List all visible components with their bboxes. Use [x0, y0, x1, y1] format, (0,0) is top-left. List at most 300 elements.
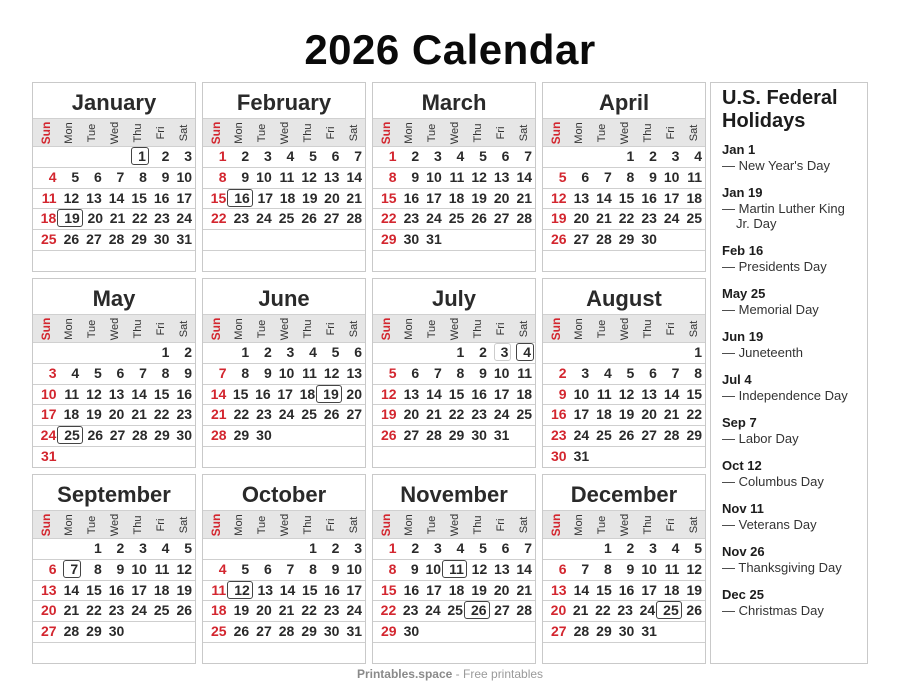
day-number: 13 — [323, 168, 340, 185]
day-cell — [35, 251, 58, 272]
day-number: 8 — [218, 168, 227, 185]
day-cell — [295, 426, 318, 446]
day-cell — [590, 539, 613, 559]
holiday-date: Nov 26 — [722, 544, 765, 559]
holiday-day-cell — [125, 147, 148, 167]
day-cell — [510, 147, 533, 167]
month-name: June — [258, 286, 310, 311]
day-cell — [205, 405, 228, 425]
day-number: 2 — [116, 540, 125, 556]
holiday-name — [722, 603, 859, 618]
day-number: 29 — [301, 623, 317, 640]
day-number: 16 — [551, 406, 567, 423]
day-name-mon — [58, 119, 81, 146]
day-name-mon — [568, 315, 591, 342]
day-number: 17 — [41, 406, 57, 423]
day-number: 9 — [479, 364, 487, 381]
day-cell — [250, 622, 273, 642]
day-of-week-header — [33, 314, 195, 343]
day-cell — [568, 426, 591, 446]
day-cell — [510, 581, 533, 601]
day-name-label: Tue — [596, 515, 609, 534]
day-name-label: Wed — [109, 121, 121, 144]
holiday-list — [722, 142, 859, 618]
day-cell — [205, 385, 227, 405]
day-name-mon — [568, 119, 591, 146]
holiday-name — [722, 474, 859, 489]
day-cell — [340, 364, 363, 384]
week-row — [543, 581, 705, 602]
holiday-day-cell — [58, 560, 81, 580]
week-row — [543, 251, 705, 272]
week-row — [203, 581, 365, 602]
day-number: 11 — [517, 364, 533, 381]
day-cell — [205, 147, 228, 167]
day-name-sat — [682, 315, 705, 342]
day-number: 27 — [493, 210, 510, 227]
day-number: 14 — [663, 385, 680, 402]
day-cell — [80, 601, 103, 621]
day-name-label: Sun — [209, 121, 224, 144]
day-number: 18 — [516, 385, 533, 402]
day-cell — [590, 209, 613, 229]
day-cell — [613, 560, 636, 580]
holiday-date: Jan 19 — [722, 185, 763, 200]
day-cell — [635, 385, 658, 405]
day-name-label: Thu — [471, 515, 484, 534]
day-name-label: Wed — [449, 317, 461, 340]
month-march — [372, 82, 536, 272]
day-name-wed — [274, 511, 297, 538]
day-name-mon — [398, 119, 421, 146]
day-cell — [35, 168, 58, 188]
day-cell — [420, 230, 443, 250]
day-number: 4 — [456, 148, 465, 164]
day-cell — [589, 601, 611, 621]
day-cell — [35, 447, 58, 468]
day-name-label: Sun — [379, 513, 394, 536]
day-number: 5 — [93, 364, 102, 381]
week-row — [203, 147, 365, 168]
day-cell — [590, 168, 613, 188]
day-cell — [568, 560, 591, 580]
day-cell — [488, 251, 511, 272]
day-cell — [170, 405, 193, 425]
day-of-week-header — [373, 314, 535, 343]
day-cell — [613, 209, 636, 229]
day-cell — [375, 168, 398, 188]
day-number: 25 — [686, 210, 703, 227]
day-cell — [635, 343, 658, 363]
day-number: 27 — [573, 231, 590, 248]
day-name-label: Tue — [426, 123, 439, 142]
day-cell — [568, 405, 591, 425]
day-cell — [58, 385, 81, 405]
day-number: 30 — [108, 623, 125, 640]
day-cell — [488, 209, 511, 229]
day-cell — [442, 601, 464, 621]
day-cell — [375, 343, 398, 363]
holiday-item — [722, 415, 859, 446]
day-number: 11 — [596, 385, 612, 402]
day-cell — [272, 385, 294, 405]
day-cell — [170, 581, 193, 601]
day-cell — [126, 426, 148, 446]
day-cell — [103, 601, 126, 621]
day-cell — [228, 622, 251, 642]
day-cell — [80, 539, 103, 559]
day-number: 9 — [161, 168, 170, 185]
day-number: 1 — [93, 540, 102, 556]
day-cell — [318, 168, 341, 188]
week-row — [543, 385, 705, 406]
day-name-label: Sun — [39, 317, 54, 340]
day-name-sat — [682, 119, 705, 146]
holiday-name-text: — Veterans Day — [722, 517, 817, 532]
day-number: 12 — [551, 189, 567, 206]
day-cell — [252, 581, 274, 601]
week-row — [33, 622, 195, 643]
day-cell — [510, 405, 533, 425]
day-cell — [80, 385, 103, 405]
day-cell — [397, 601, 419, 621]
week-row — [203, 343, 365, 364]
day-cell — [488, 622, 511, 642]
day-of-week-header — [543, 510, 705, 539]
day-cell — [125, 643, 148, 664]
sidebar-title-line2: Holidays — [722, 110, 806, 132]
day-name-sun — [205, 315, 228, 342]
day-cell — [465, 581, 488, 601]
day-cell — [35, 426, 57, 446]
day-name-label: Sun — [209, 513, 224, 536]
day-number: 4 — [48, 168, 57, 185]
day-cell — [148, 581, 171, 601]
day-number: 23 — [108, 602, 125, 619]
day-number: 13 — [41, 581, 57, 598]
day-number: 25 — [278, 210, 295, 227]
day-number: 7 — [286, 560, 295, 577]
day-number: 20 — [493, 189, 510, 206]
day-number: 19 — [618, 406, 635, 423]
day-cell — [205, 643, 228, 664]
day-cell — [420, 251, 443, 272]
day-number: 20 — [493, 581, 510, 598]
day-number: 5 — [626, 364, 635, 381]
month-name: April — [598, 90, 650, 115]
day-number: 24 — [663, 210, 680, 227]
day-name-label: Sun — [39, 121, 54, 144]
day-cell — [103, 168, 126, 188]
day-cell — [250, 364, 273, 384]
week-row — [373, 364, 535, 385]
day-number: 8 — [626, 168, 635, 185]
day-cell — [228, 209, 251, 229]
day-number: 21 — [516, 189, 533, 206]
day-number: 19 — [233, 602, 250, 619]
day-name-sun — [545, 315, 568, 342]
week-row — [373, 601, 535, 622]
day-cell — [170, 364, 193, 384]
day-cell — [590, 230, 613, 250]
day-number: 21 — [516, 581, 533, 598]
day-cell — [398, 209, 421, 229]
day-cell — [398, 581, 421, 601]
day-cell — [340, 147, 363, 167]
day-cell — [398, 168, 421, 188]
day-number: 7 — [603, 168, 612, 185]
day-number: 26 — [381, 427, 397, 444]
day-cell — [465, 385, 488, 405]
day-of-week-header — [33, 510, 195, 539]
day-cell — [398, 385, 421, 405]
day-name-sat — [342, 315, 365, 342]
day-number: 2 — [411, 148, 420, 164]
day-cell — [635, 426, 658, 446]
day-number: 18 — [448, 189, 465, 206]
day-cell — [35, 539, 58, 559]
day-cell — [82, 426, 104, 446]
day-cell — [658, 426, 681, 446]
day-cell — [35, 364, 58, 384]
day-cell — [125, 581, 148, 601]
day-number: 15 — [131, 189, 147, 206]
day-cell — [680, 343, 703, 363]
day-number: 7 — [524, 148, 533, 164]
day-number: 23 — [617, 602, 633, 619]
day-number: 13 — [551, 581, 567, 598]
day-number: 23 — [403, 210, 420, 227]
month-name: September — [57, 482, 171, 507]
week-row — [203, 643, 365, 664]
day-cell — [58, 168, 81, 188]
holiday-day-cell — [227, 581, 252, 601]
day-cell — [658, 147, 681, 167]
day-number: 9 — [558, 385, 567, 402]
day-cell — [273, 622, 296, 642]
day-cell — [443, 343, 466, 363]
day-cell — [510, 385, 533, 405]
day-number: 4 — [218, 560, 227, 577]
day-cell — [35, 209, 57, 229]
day-cell — [103, 251, 126, 272]
day-number: 11 — [154, 560, 170, 577]
day-cell — [613, 405, 636, 425]
day-number: 6 — [354, 344, 363, 360]
day-number: 25 — [57, 426, 83, 444]
day-number: 19 — [471, 581, 487, 598]
holiday-date: Nov 11 — [722, 501, 764, 516]
day-cell — [510, 643, 533, 664]
day-cell — [590, 251, 613, 272]
week-row — [543, 147, 705, 168]
week-row — [373, 230, 535, 251]
day-cell — [149, 209, 171, 229]
day-number: 11 — [664, 560, 680, 577]
holiday-name — [722, 259, 859, 274]
month-name: December — [570, 482, 678, 507]
day-cell — [568, 447, 591, 468]
week-row — [33, 426, 195, 447]
day-cell — [568, 147, 591, 167]
day-number: 24 — [426, 210, 442, 227]
day-number: 1 — [694, 344, 703, 360]
day-name-label: Fri — [494, 518, 507, 531]
day-cell — [590, 426, 613, 446]
day-cell — [80, 447, 103, 468]
day-number: 19 — [381, 406, 397, 423]
day-number: 29 — [618, 231, 635, 248]
day-cell — [466, 560, 488, 580]
day-name-sat — [512, 119, 535, 146]
day-cell — [510, 251, 533, 272]
day-cell — [567, 601, 589, 621]
day-cell — [568, 251, 591, 272]
day-cell — [443, 539, 466, 559]
week-row — [33, 581, 195, 602]
day-number: 9 — [411, 168, 420, 185]
day-number: 18 — [299, 385, 316, 402]
day-name-tue — [591, 315, 614, 342]
day-name-tue — [251, 315, 274, 342]
months-grid — [32, 82, 704, 664]
day-name-label: Wed — [109, 513, 121, 536]
day-cell — [295, 643, 318, 664]
day-name-wed — [104, 119, 127, 146]
holiday-item — [722, 372, 859, 403]
day-cell — [171, 426, 193, 446]
day-cell — [35, 601, 58, 621]
day-number: 12 — [686, 560, 703, 577]
day-cell — [375, 189, 398, 209]
day-cell — [590, 405, 613, 425]
day-cell — [420, 581, 443, 601]
day-number: 18 — [63, 406, 80, 423]
day-number: 2 — [184, 344, 193, 360]
day-cell — [295, 168, 318, 188]
day-cell — [465, 426, 488, 446]
day-cell — [545, 343, 568, 363]
day-name-tue — [421, 119, 444, 146]
day-cell — [590, 560, 613, 580]
day-cell — [170, 601, 193, 621]
day-name-mon — [58, 315, 81, 342]
day-number: 20 — [346, 385, 362, 402]
day-number: 7 — [218, 364, 227, 381]
day-name-wed — [104, 315, 127, 342]
day-cell — [375, 581, 398, 601]
day-cell — [318, 447, 341, 468]
day-cell — [511, 560, 533, 580]
week-row — [543, 560, 705, 581]
day-name-sun — [545, 119, 568, 146]
day-number: 12 — [63, 189, 80, 206]
day-name-thu — [296, 315, 319, 342]
day-number: 1 — [131, 147, 149, 165]
day-number: 26 — [63, 231, 80, 248]
week-row — [203, 230, 365, 251]
day-cell — [103, 447, 126, 468]
day-cell — [148, 539, 171, 559]
week-row — [33, 343, 195, 364]
day-number: 31 — [176, 231, 193, 248]
month-name: August — [586, 286, 662, 311]
day-name-label: Thu — [641, 319, 654, 338]
holiday-name — [722, 560, 859, 575]
day-cell — [170, 622, 193, 642]
day-number: 28 — [108, 231, 125, 248]
day-cell — [340, 622, 363, 642]
day-number: 5 — [71, 168, 80, 185]
day-number: 14 — [426, 385, 442, 402]
day-name-fri — [489, 315, 512, 342]
day-cell — [375, 622, 398, 642]
day-cell — [488, 405, 511, 425]
week-row — [33, 251, 195, 272]
day-cell — [250, 447, 273, 468]
holiday-date: Jul 4 — [722, 372, 752, 387]
holiday-day-cell — [442, 560, 466, 580]
week-row — [543, 426, 705, 447]
day-number: 2 — [626, 540, 635, 556]
day-name-label: Fri — [664, 322, 677, 335]
day-number: 31 — [493, 427, 510, 444]
day-cell — [205, 560, 228, 580]
day-number: 19 — [86, 406, 102, 423]
day-cell — [488, 447, 511, 468]
day-cell — [680, 251, 703, 272]
day-cell — [510, 189, 533, 209]
holiday-name-text: — Columbus Day — [722, 474, 824, 489]
day-number: 22 — [618, 210, 635, 227]
day-number: 22 — [381, 210, 397, 227]
day-cell — [125, 168, 148, 188]
day-number: 25 — [211, 623, 227, 640]
day-cell — [125, 622, 148, 642]
day-name-wed — [614, 119, 637, 146]
day-cell — [613, 147, 636, 167]
day-cell — [205, 209, 228, 229]
day-cell — [488, 364, 511, 384]
day-cell — [545, 189, 568, 209]
day-number: 26 — [176, 602, 193, 619]
holiday-item — [722, 185, 859, 231]
day-cell — [148, 643, 171, 664]
day-name-fri — [319, 315, 342, 342]
day-cell — [398, 426, 421, 446]
day-name-label: Tue — [596, 319, 609, 338]
day-number: 3 — [433, 148, 442, 164]
day-name-mon — [568, 511, 591, 538]
day-cell — [635, 209, 658, 229]
day-number: 12 — [323, 364, 340, 381]
day-cell — [420, 426, 443, 446]
day-number: 3 — [286, 344, 295, 360]
day-cell — [375, 539, 398, 559]
day-name-label: Thu — [301, 515, 314, 534]
day-name-label: Sat — [687, 320, 700, 337]
day-cell — [465, 251, 488, 272]
day-number: 30 — [641, 231, 657, 248]
day-number: 24 — [40, 427, 57, 444]
day-cell — [103, 560, 126, 580]
day-number: 23 — [323, 602, 340, 619]
day-number: 29 — [131, 231, 147, 248]
day-number: 7 — [524, 540, 533, 556]
day-cell — [104, 209, 126, 229]
day-cell — [205, 230, 228, 250]
day-cell — [465, 147, 488, 167]
